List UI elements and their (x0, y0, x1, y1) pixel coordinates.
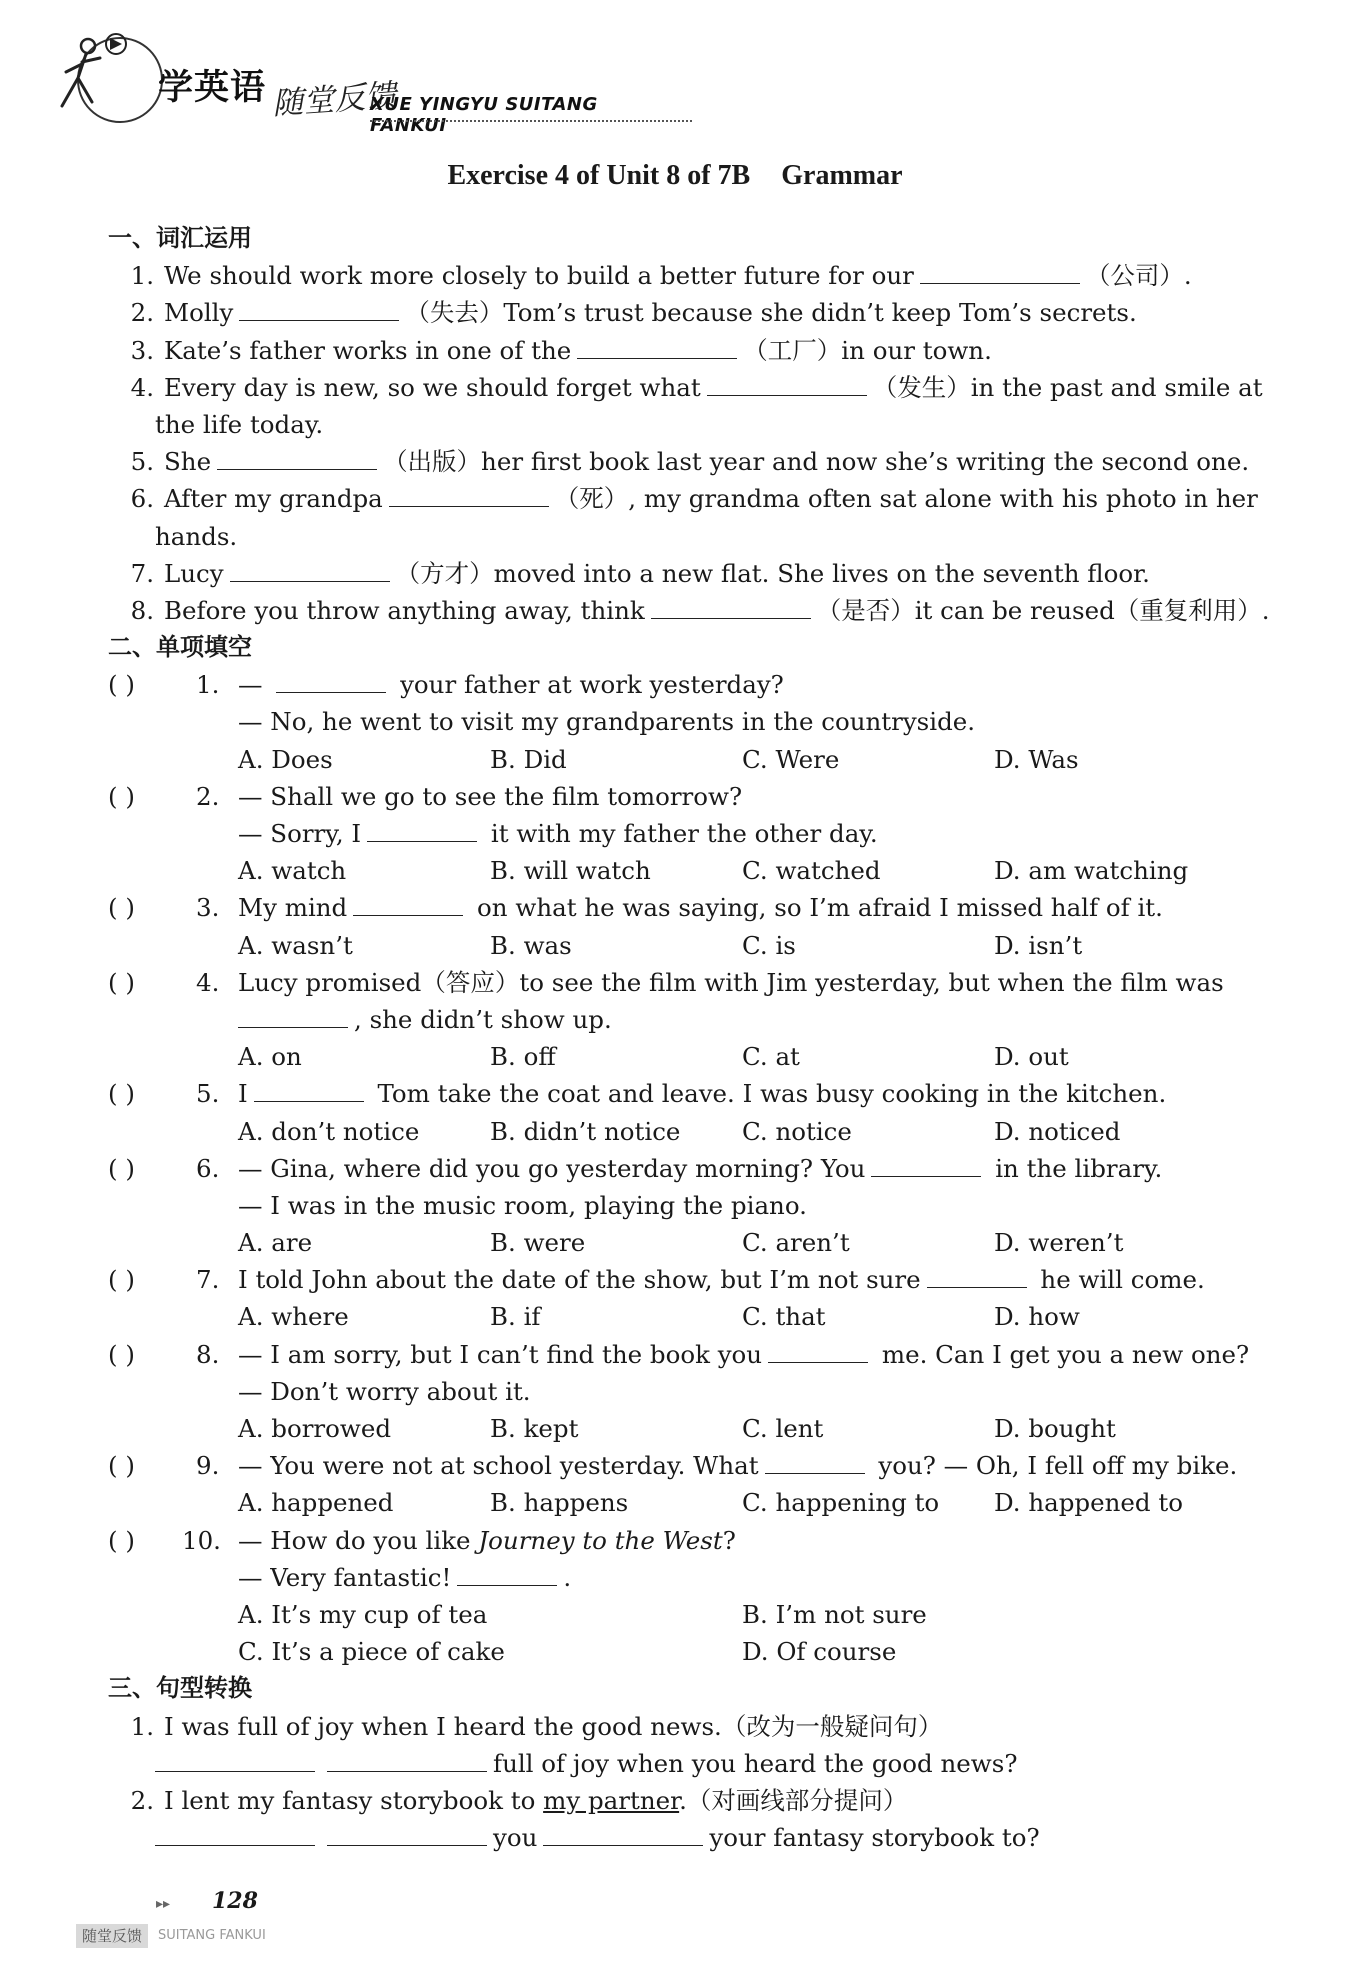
option[interactable]: A. wasn’t (238, 930, 353, 960)
answer-blank[interactable] (920, 257, 1080, 284)
option[interactable]: D. bought (994, 1414, 1116, 1443)
option[interactable]: B. Did (490, 744, 567, 774)
transform-item: 1. I was full of joy when I heard the good news.（改为一般疑问句） (130, 1711, 943, 1741)
option[interactable]: A. on (238, 1042, 302, 1072)
option[interactable]: C. Were (742, 744, 840, 774)
answer-bracket[interactable]: ( ) (108, 1451, 135, 1481)
answer-bracket[interactable]: ( ) (108, 1079, 135, 1109)
vocab-item: 5. She （出版）her first book last year and now she’s writing the second one. (108, 443, 1258, 480)
option[interactable]: C. is (742, 930, 796, 960)
arrow-icon: ▸▸ (156, 1896, 171, 1912)
option[interactable]: D. am watching (994, 856, 1189, 886)
mc-options (108, 1113, 1258, 1150)
mc-options (108, 1224, 1258, 1261)
option[interactable]: C. aren’t (742, 1228, 850, 1258)
transform-answer: you your fantasy storybook to? (108, 1819, 1258, 1856)
option[interactable]: B. happens (490, 1488, 629, 1518)
mc-dialogue: , she didn’t show up. (108, 1001, 1258, 1038)
mc-question: ( ) 10. — How do you like Journey to the West? (108, 1522, 1258, 1559)
transform-answer: full of joy when you heard the good news? (108, 1745, 1258, 1782)
answer-blank[interactable] (577, 332, 737, 359)
option[interactable]: C. It’s a piece of cake (238, 1637, 505, 1667)
mc-question: ( ) 8. — I am sorry, but I can’t find the book you me. Can I get you a new one? (108, 1336, 1258, 1373)
option[interactable]: C. watched (742, 856, 881, 886)
option[interactable]: D. out (994, 1042, 1069, 1072)
book-title: Journey to the West (478, 1525, 723, 1555)
page-number: 128 (212, 1888, 258, 1914)
runner-logo-icon (48, 28, 168, 128)
page-title (0, 160, 1350, 192)
title-topic: Grammar (781, 160, 903, 191)
option[interactable]: A. where (238, 1302, 349, 1332)
mc-options (108, 927, 1258, 964)
vocab-item: 4. Every day is new, so we should forget what （发生）in the past and smile at (108, 369, 1258, 406)
option[interactable]: C. lent (742, 1414, 824, 1443)
answer-bracket[interactable]: ( ) (108, 1265, 135, 1295)
answer-blank[interactable] (765, 1447, 865, 1474)
option[interactable]: C. happening to (742, 1488, 940, 1518)
mc-options (108, 1410, 1258, 1447)
option[interactable]: B. I’m not sure (742, 1599, 927, 1629)
brand-subtitle: 随堂反馈 (271, 77, 398, 123)
option[interactable]: D. Of course (742, 1637, 897, 1667)
answer-blank[interactable] (353, 889, 463, 916)
vocab-item: 2. Molly （失去）Tom’s trust because she didn’t keep Tom’s secrets. (108, 294, 1258, 331)
mc-options (108, 1484, 1258, 1521)
mc-options (108, 1298, 1258, 1335)
option[interactable]: D. noticed (994, 1116, 1121, 1146)
footer (76, 1884, 376, 1954)
vocab-item-continued: hands. (155, 521, 238, 551)
answer-blank[interactable] (927, 1261, 1027, 1288)
option[interactable]: A. watch (238, 856, 347, 886)
mc-dialogue: — Don’t worry about it. (238, 1376, 531, 1406)
answer-blank[interactable] (239, 294, 399, 321)
transform-item: 2. I lent my fantasy storybook to my partner.（对画线部分提问） (130, 1785, 908, 1815)
mc-question: ( ) 6. — Gina, where did you go yesterday morning? You in the library. (108, 1150, 1258, 1187)
option[interactable]: D. how (994, 1302, 1080, 1332)
mc-options (108, 741, 1258, 778)
vocab-item: 3. Kate’s father works in one of the （工厂）in our town. (108, 332, 1258, 369)
answer-blank[interactable] (327, 1819, 487, 1846)
answer-blank[interactable] (457, 1559, 557, 1586)
option[interactable]: A. don’t notice (238, 1116, 420, 1146)
option[interactable]: B. kept (490, 1414, 579, 1443)
mc-question: ( ) 7. I told John about the date of the show, but I’m not sure he will come. (108, 1261, 1258, 1298)
option[interactable]: C. at (742, 1042, 800, 1072)
answer-bracket[interactable]: ( ) (108, 781, 135, 811)
vocab-item: 7. Lucy （方才）moved into a new flat. She lives on the seventh floor. (108, 555, 1258, 592)
answer-blank[interactable] (327, 1745, 487, 1772)
title-exercise: Exercise 4 of Unit 8 of 7B (447, 160, 751, 191)
answer-blank[interactable] (276, 666, 386, 693)
header-rule (370, 120, 692, 122)
mc-question: ( ) 1. — your father at work yesterday? (108, 666, 1258, 703)
answer-blank[interactable] (217, 443, 377, 470)
option[interactable]: C. that (742, 1302, 826, 1332)
mc-dialogue: — Sorry, I it with my father the other day. (108, 815, 1258, 852)
option[interactable]: A. Does (238, 744, 333, 774)
option[interactable]: C. notice (742, 1116, 852, 1146)
option[interactable]: B. will watch (490, 856, 651, 886)
answer-bracket[interactable]: ( ) (108, 893, 135, 923)
option[interactable]: D. weren’t (994, 1228, 1124, 1258)
mc-question: ( ) 4. Lucy promised（答应）to see the film with Jim yesterday, but when the film was (108, 964, 1258, 1001)
option[interactable]: D. Was (994, 744, 1079, 774)
mc-question: ( ) 3. My mind on what he was saying, so I’m afraid I missed half of it. (108, 889, 1258, 926)
vocab-item: 8. Before you throw anything away, think （是否）it can be reused（重复利用）. (108, 592, 1258, 629)
vocab-item: 1. We should work more closely to build a better future for our （公司）. (108, 257, 1258, 294)
option[interactable]: B. off (490, 1042, 556, 1072)
answer-blank[interactable] (871, 1150, 981, 1177)
answer-blank[interactable] (230, 555, 390, 582)
answer-bracket[interactable]: ( ) (108, 967, 135, 997)
option[interactable]: A. It’s my cup of tea (238, 1599, 488, 1629)
answer-bracket[interactable]: ( ) (108, 1525, 135, 1555)
mc-options (108, 1596, 1258, 1633)
header (40, 20, 680, 136)
section-heading: 二、单项填空 (108, 633, 252, 662)
answer-blank[interactable] (651, 592, 811, 619)
mc-options (108, 852, 1258, 889)
answer-bracket[interactable]: ( ) (108, 670, 135, 700)
answer-blank[interactable] (367, 815, 477, 842)
mc-dialogue: — I was in the music room, playing the piano. (238, 1190, 807, 1220)
mc-dialogue: — Very fantastic! . (108, 1559, 1258, 1596)
option[interactable]: B. were (490, 1228, 586, 1258)
option[interactable]: D. happened to (994, 1488, 1183, 1518)
mc-question: ( ) 2. — Shall we go to see the film tomorrow? (108, 778, 1258, 815)
footer-tag-pinyin: SUITANG FANKUI (158, 1928, 266, 1943)
section-heading: 三、句型转换 (108, 1674, 252, 1703)
mc-options (108, 1633, 1258, 1670)
mc-question: ( ) 5. I Tom take the coat and leave. I was busy cooking in the kitchen. (108, 1075, 1258, 1112)
answer-bracket[interactable]: ( ) (108, 1153, 135, 1183)
answer-blank[interactable] (238, 1001, 348, 1028)
vocab-item-continued: the life today. (155, 409, 324, 439)
section-heading: 一、词汇运用 (108, 224, 252, 252)
brand-pinyin: XUE YINGYU SUITANG FANKUI (370, 94, 598, 136)
answer-blank[interactable] (254, 1075, 364, 1102)
mc-question: ( ) 9. — You were not at school yesterday. What you? — Oh, I fell off my bike. (108, 1447, 1258, 1484)
option[interactable]: A. borrowed (238, 1414, 392, 1443)
mc-options (108, 1038, 1258, 1075)
answer-blank[interactable] (389, 480, 549, 507)
exercise-content (108, 220, 1270, 1856)
answer-blank[interactable] (707, 369, 867, 396)
answer-bracket[interactable]: ( ) (108, 1339, 135, 1369)
option[interactable]: B. didn’t notice (490, 1116, 681, 1146)
answer-blank[interactable] (543, 1819, 703, 1846)
vocab-item: 6. After my grandpa （死）, my grandma often sat alone with his photo in her (108, 480, 1258, 517)
answer-blank[interactable] (155, 1819, 315, 1846)
mc-dialogue: — No, he went to visit my grandparents in the countryside. (238, 707, 976, 737)
underlined-phrase: my partner (543, 1785, 680, 1815)
option[interactable]: A. happened (238, 1488, 394, 1518)
answer-blank[interactable] (155, 1745, 315, 1772)
option[interactable]: B. was (490, 930, 572, 960)
answer-blank[interactable] (768, 1336, 868, 1363)
footer-tag: 随堂反馈 (76, 1924, 148, 1948)
option[interactable]: B. if (490, 1302, 541, 1332)
brand-title: 学英语 (158, 68, 267, 108)
option[interactable]: D. isn’t (994, 930, 1083, 960)
option[interactable]: A. are (238, 1228, 313, 1258)
